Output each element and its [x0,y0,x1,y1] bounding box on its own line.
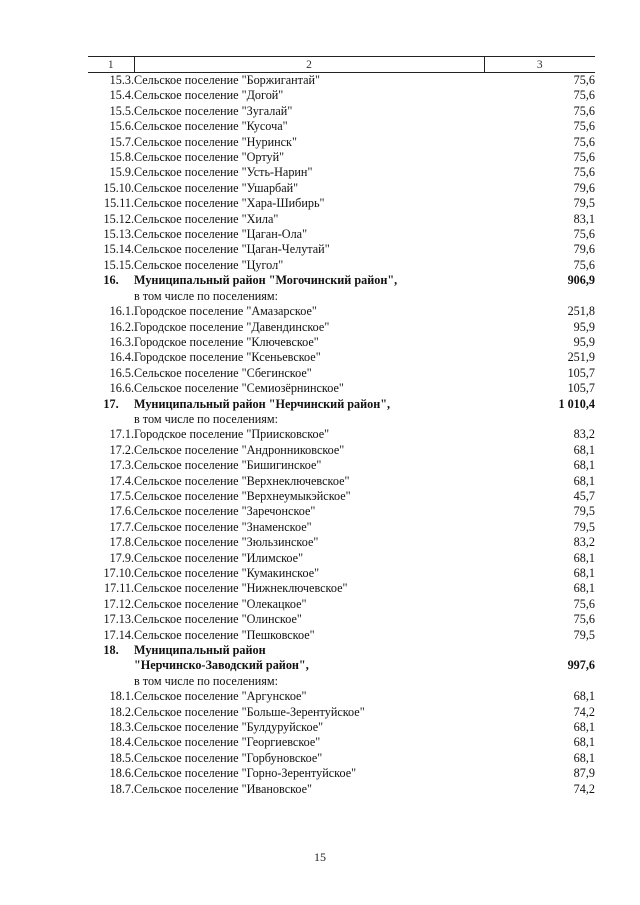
row-number: 15.5. [109,103,134,118]
row-name: Сельское поселение "Зугалай" [134,103,293,118]
row-name: в том числе по поселениям: [134,673,278,688]
row-value: 83,2 [573,427,595,442]
row-name: Сельское поселение "Бишигинское" [134,458,322,473]
row-number: 18.7. [109,781,134,796]
table-row [88,628,595,643]
row-number: 16.4. [109,350,134,365]
row-number: 18.3. [109,720,134,735]
row-name: Сельское поселение "Аргунское" [134,689,307,704]
row-name: Сельское поселение "Нижнеключевское" [134,581,348,596]
row-number: 15.3. [109,73,134,87]
row-name: Сельское поселение "Булдуруйское" [134,720,324,735]
row-number: 17.5. [109,488,134,503]
table-row [88,212,595,227]
table-row [88,165,595,180]
row-number: 17.12. [103,596,134,611]
row-name: Сельское поселение "Георгиевское" [134,735,321,750]
row-number: 17.1. [109,427,134,442]
district-row [88,643,595,658]
row-value: 75,6 [573,119,595,134]
column-header-number: 1 [88,57,134,73]
table-row [88,73,595,89]
allocation-table [88,56,595,797]
row-number: 15.10. [103,180,134,195]
row-value: 79,6 [573,180,595,195]
table-header-row [88,57,595,73]
row-value: 68,1 [573,566,595,580]
row-value: 75,6 [573,150,595,165]
row-number: 17.11. [103,581,134,596]
row-number: 17.3. [109,458,134,473]
row-name: Сельское поселение "Ивановское" [134,781,313,796]
table-row [88,766,595,781]
row-value: 75,6 [573,134,595,149]
table-row [88,335,595,350]
table-row [88,581,595,596]
row-value: 79,5 [573,519,595,534]
row-value: 95,9 [573,334,595,349]
row-name: Сельское поселение "Хара-Шибирь" [134,196,325,211]
row-number: 17.13. [103,612,134,627]
table-row [88,458,595,473]
row-name: Сельское поселение "Андронниковское" [134,442,345,457]
row-name: Городское поселение "Амазарское" [134,304,317,319]
table-row [88,612,595,627]
district-row [88,397,595,412]
row-number [88,412,134,427]
row-name: Сельское поселение "Сбегинское" [134,365,312,380]
table-row [88,258,595,273]
table-row [88,689,595,704]
row-name: Сельское поселение "Цугол" [134,257,284,272]
row-value: 87,9 [573,766,595,781]
table-row [88,350,595,365]
table-row [88,489,595,504]
row-value: 68,1 [573,689,595,704]
row-name: Городское поселение "Давендинское" [134,319,330,334]
row-value: 74,2 [573,704,595,719]
row-name: Сельское поселение "Верхнеключевское" [134,473,350,488]
column-header-value: 3 [484,57,595,73]
district-row [88,658,595,673]
row-number [88,289,134,304]
row-value: 75,6 [573,165,595,180]
table-row [88,735,595,750]
row-number: 18.6. [109,766,134,781]
row-number: 16.1. [109,304,134,319]
row-number: 17. [103,396,119,411]
row-name: Муниципальный район "Могочинский район", [134,273,398,288]
row-name: Сельское поселение "Заречонское" [134,504,316,519]
table-row [88,366,595,381]
subheading-row [88,412,595,427]
table-row [88,381,595,396]
row-number: 15.7. [109,134,134,149]
table-row [88,474,595,489]
row-name: Сельское поселение "Ушарбай" [134,180,299,195]
row-number: 16.2. [109,319,134,334]
row-name: Городское поселение "Ксеньевское" [134,350,321,365]
row-number: 18.1. [109,689,134,704]
row-name: Сельское поселение "Боржигантай" [134,73,321,87]
subheading-row [88,289,595,304]
row-number: 17.7. [109,519,134,534]
row-name: Сельское поселение "Знаменское" [134,519,312,534]
table-row [88,782,595,797]
row-value: 68,1 [573,581,595,596]
row-name: Муниципальный район [134,643,266,658]
row-number: 15.14. [103,242,134,257]
row-number: 17.14. [103,627,134,642]
row-number: 17.4. [109,473,134,488]
row-value: 74,2 [573,781,595,796]
row-name: Сельское поселение "Цаган-Ола" [134,227,308,242]
row-value: 75,6 [573,596,595,611]
row-number: 17.2. [109,442,134,457]
row-value: 75,6 [573,88,595,103]
row-value: 83,1 [573,211,595,226]
row-value: 75,6 [573,257,595,272]
row-number: 15.12. [103,211,134,226]
row-name: Сельское поселение "Верхнеумыкэйское" [134,488,351,503]
table-row [88,181,595,196]
table-row [88,520,595,535]
row-name: Муниципальный район "Нерчинский район", [134,396,391,411]
row-name: Сельское поселение "Догой" [134,88,284,103]
row-name: Сельское поселение "Горно-Зерентуйское" [134,766,357,781]
table-row [88,551,595,566]
row-value: 68,1 [573,735,595,750]
row-name: Городское поселение "Ключевское" [134,334,319,349]
row-value: 79,5 [573,504,595,519]
row-number: 17.6. [109,504,134,519]
row-value: 75,6 [573,227,595,242]
row-name: Сельское поселение "Пешковское" [134,627,315,642]
row-number: 17.8. [109,535,134,550]
row-number: 15.13. [103,227,134,242]
row-number: 16. [103,273,119,288]
row-value: 906,9 [567,273,595,288]
row-number: 17.9. [109,550,134,565]
table-row [88,504,595,519]
table-row [88,242,595,257]
table-body [88,73,595,798]
row-value: 997,6 [567,658,595,673]
row-name: Сельское поселение "Цаган-Челутай" [134,242,330,257]
row-number: 16.6. [109,381,134,396]
row-name: Сельское поселение "Горбуновское" [134,750,323,765]
row-name: Сельское поселение "Хила" [134,211,279,226]
subheading-row [88,674,595,689]
row-value [484,289,595,304]
row-value: 75,6 [573,612,595,627]
row-value: 68,1 [573,720,595,735]
table-row [88,150,595,165]
row-value: 68,1 [573,550,595,565]
table-row [88,304,595,319]
table-row [88,88,595,103]
row-number: 16.3. [109,334,134,349]
row-value: 75,6 [573,103,595,118]
row-value: 79,5 [573,196,595,211]
table-row [88,135,595,150]
row-name: Сельское поселение "Олекацкое" [134,596,307,611]
table-row [88,705,595,720]
district-row [88,273,595,288]
row-value: 75,6 [573,73,595,87]
row-value: 251,8 [567,304,595,319]
row-number: 15.11. [103,196,134,211]
row-number: 15.6. [109,119,134,134]
table-row [88,104,595,119]
row-number [88,658,134,673]
row-value: 68,1 [573,442,595,457]
row-value [484,643,595,658]
row-name: Сельское поселение "Нуринск" [134,134,297,149]
row-number: 18.4. [109,735,134,750]
row-value: 105,7 [567,365,595,380]
row-name: Сельское поселение "Ортуй" [134,150,285,165]
table-row [88,227,595,242]
table-row [88,566,595,581]
row-name: Сельское поселение "Зюльзинское" [134,535,319,550]
row-number: 17.10. [103,566,134,580]
table-row [88,196,595,211]
column-header-name: 2 [134,57,484,73]
row-name: в том числе по поселениям: [134,288,278,303]
row-value: 251,9 [567,350,595,365]
table-row [88,427,595,442]
row-name: Сельское поселение "Больше-Зерентуйское" [134,704,365,719]
table-row [88,119,595,134]
row-value: 68,1 [573,750,595,765]
table-row [88,443,595,458]
row-value [484,412,595,427]
table-row [88,720,595,735]
row-value [484,674,595,689]
page-number: 15 [314,850,326,864]
row-number: 18.5. [109,750,134,765]
table-row [88,320,595,335]
row-name: в том числе по поселениям: [134,411,278,426]
row-name: Сельское поселение "Илимское" [134,550,304,565]
row-name: Сельское поселение "Кусоча" [134,119,288,134]
row-number: 16.5. [109,365,134,380]
row-value: 79,6 [573,242,595,257]
row-value: 95,9 [573,319,595,334]
row-value: 68,1 [573,458,595,473]
row-name: "Нерчинско-Заводский район", [134,658,309,673]
row-number: 15.4. [109,88,134,103]
table-row [88,751,595,766]
row-name: Городское поселение "Приисковское" [134,427,330,442]
row-value: 45,7 [573,488,595,503]
row-value: 79,5 [573,627,595,642]
row-name: Сельское поселение "Кумакинское" [134,566,320,580]
row-name: Сельское поселение "Семиозёрнинское" [134,381,344,396]
row-number: 15.15. [103,257,134,272]
row-name: Сельское поселение "Усть-Нарин" [134,165,313,180]
row-value: 105,7 [567,381,595,396]
table-row [88,535,595,550]
row-number [88,674,134,689]
row-number: 18. [103,643,119,658]
row-value: 83,2 [573,535,595,550]
row-name: Сельское поселение "Олинское" [134,612,302,627]
row-value: 1 010,4 [558,396,595,411]
row-value: 68,1 [573,473,595,488]
table-row [88,597,595,612]
row-number: 15.9. [109,165,134,180]
row-number: 18.2. [109,704,134,719]
row-number: 15.8. [109,150,134,165]
